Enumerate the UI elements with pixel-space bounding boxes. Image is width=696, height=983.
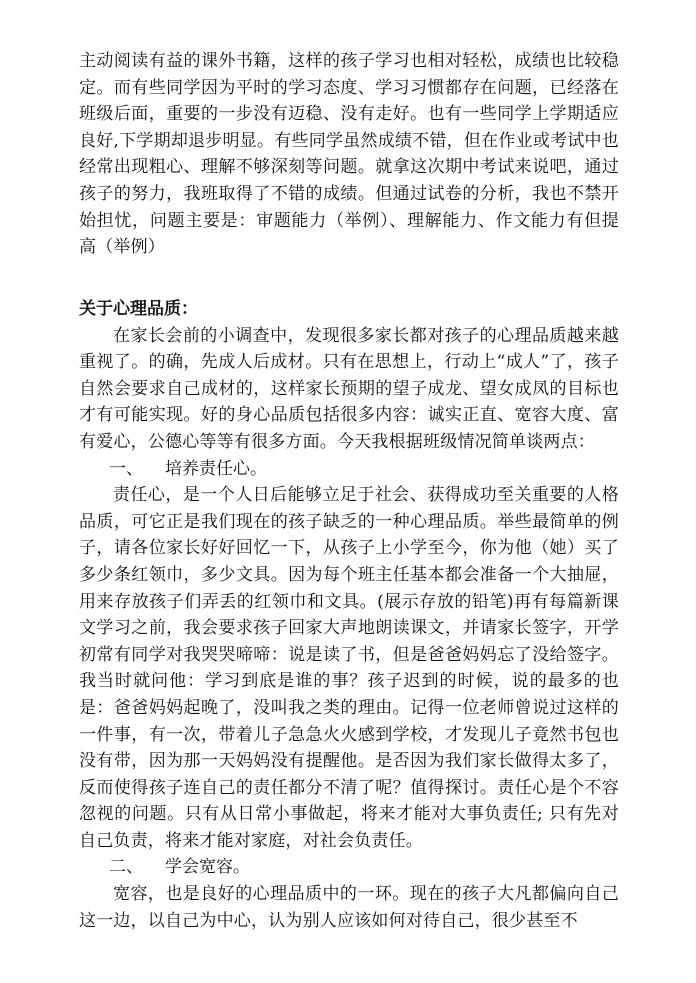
paragraph-top: 主动阅读有益的课外书籍，这样的孩子学习也相对轻松，成绩也比较稳定。而有些同学因为平时的学习态度、学习习惯都存在问题，已经落在班级后面，重要的一步没有迈稳、没有走好。也有一些同学上学期适应良好,下学期却退步明显。有些同学虽然成绩不错，但在作业或考试中也经常出现粗心、理解不够深刻等问题。就拿这次期中考试来说吧，通过孩子的努力，我班取得了不错的成绩。但通过试卷的分析，我也不禁开始担忧，问题主要是：审题能力（举例）、理解能力、作文能力有但提高（举例） bbox=[79, 51, 619, 258]
paragraph-top-block bbox=[79, 48, 619, 261]
section-block bbox=[79, 296, 619, 934]
list-item-2-text: 学会宽容。 bbox=[165, 857, 250, 878]
list-item-1 bbox=[79, 456, 619, 483]
section-heading: 关于心理品质： bbox=[79, 299, 198, 319]
list-item-1-text: 培养责任心。 bbox=[165, 458, 267, 479]
paragraph-item2: 宽容，也是良好的心理品质中的一环。现在的孩子大凡都偏向自己这一边，以自己为中心，认为别人应该如何对待自己，很少甚至不 bbox=[79, 884, 619, 931]
list-item-1-number: 一、 bbox=[109, 458, 143, 479]
paragraph-item1: 责任心，是一个人日后能够立足于社会、获得成功至关重要的人格品质，可它正是我们现在的孩子缺乏的一种心理品质。举些最简单的例子，请各位家长好好回忆一下，从孩子上小学至今，你为他（她）买了多少条红领巾，多少文具。因为每个班主任基本都会准备一个大抽屉，用来存放孩子们弄丢的红领巾和文具。(展示存放的铅笔)再有每篇新课文学习之前，我会要求孩子回家大声地朗读课文，并请家长签字，开学初常有同学对我哭哭啼啼：说是读了书，但是爸爸妈妈忘了没给签字。我当时就问他：学习到底是谁的事？孩子迟到的时候，说的最多的也是：爸爸妈妈起晚了，没叫我之类的理由。记得一位老师曾说过这样的一件事，有一次，带着儿子急急火火感到学校，才发现儿子竟然书包也没有带，因为那一天妈妈没有提醒他。是否因为我们家长做得太多了，反而使得孩子连自己的责任都分不清了呢？值得探讨。责任心是个不容忽视的问题。只有从日常小事做起，将来才能对大事负责任; 只有先对自己负责，将来才能对家庭，对社会负责任。 bbox=[79, 485, 619, 851]
paragraph-intro: 在家长会前的小调查中，发现很多家长都对孩子的心理品质越来越重视了。的确，先成人后成材。只有在思想上，行动上“成人”了，孩子自然会要求自己成材的，这样家长预期的望子成龙、望女成凤的目标也才有可能实现。好的身心品质包括很多内容：诚实正直、宽容大度、富有爱心，公德心等等有很多方面。今天我根据班级情况简单谈两点： bbox=[79, 325, 619, 452]
list-item-2-number: 二、 bbox=[109, 857, 143, 878]
list-item-2 bbox=[79, 854, 619, 881]
